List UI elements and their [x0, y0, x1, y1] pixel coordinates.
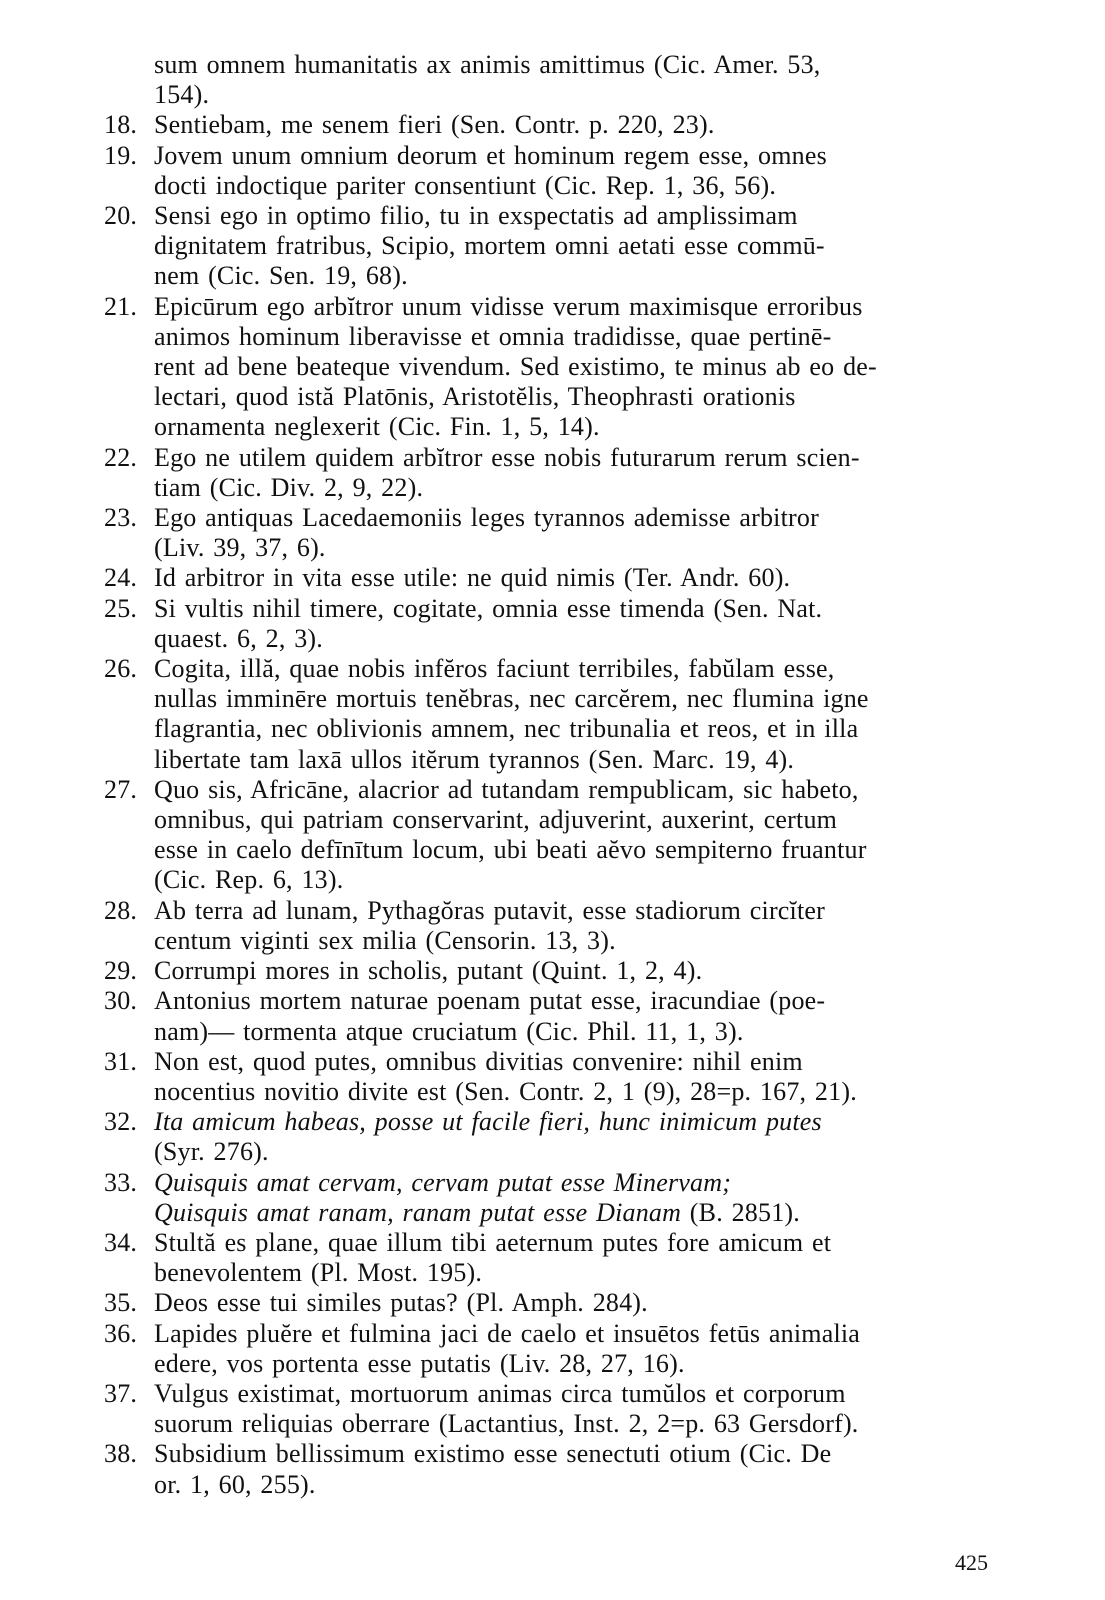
entry-35 [104, 1288, 1004, 1318]
entry-line: libertate tam laxā ullos itĕrum tyrannos (Sen. Marc. 19, 4). [154, 744, 795, 774]
verse-text: Quisquis amat ranam, ranam putat esse Dianam [154, 1197, 682, 1227]
entry-line: Ita amicum habeas, posse ut facile fieri, hunc inimicum putes [154, 1107, 822, 1137]
entry-line: suorum reliquias oberrare (Lactantius, Inst. 2, 2=p. 63 Gersdorf). [154, 1409, 859, 1439]
entry-line: nem (Cic. Sen. 19, 68). [154, 261, 408, 291]
entry-line: Jovem unum omnium deorum et hominum regem esse, omnes [154, 140, 827, 170]
entry-line: Ego ne utilem quidem arbĭtror esse nobis futurarum rerum scien- [154, 442, 860, 472]
entry-number: 37. [104, 1378, 138, 1408]
entry-line: quaest. 6, 2, 3). [154, 623, 323, 653]
entry-number: 19. [104, 140, 138, 170]
entry-line: or. 1, 60, 255). [154, 1469, 316, 1499]
entry-line: esse in caelo defīnītum locum, ubi beati aĕvo sempiterno fruantur [154, 835, 867, 865]
entry-27 [104, 775, 1004, 896]
entry-line: Cogita, illă, quae nobis infĕros faciunt terribiles, fabŭlam esse, [154, 654, 835, 684]
entry-22 [104, 443, 1004, 503]
entry-33 [104, 1168, 1004, 1228]
entry-28 [104, 896, 1004, 956]
entry-line: 154). [154, 80, 210, 110]
entry-number: 31. [104, 1046, 138, 1076]
entry-line: Stultă es plane, quae illum tibi aeternum putes fore amicum et [154, 1227, 832, 1257]
entry-number: 30. [104, 986, 138, 1016]
entry-31 [104, 1047, 1004, 1107]
entry-number: 35. [104, 1288, 138, 1318]
entry-line: Subsidium bellissimum existimo esse senectuti otium (Cic. De [154, 1439, 832, 1469]
page-number: 425 [955, 1550, 988, 1575]
entry-number: 25. [104, 593, 138, 623]
entry-34 [104, 1228, 1004, 1288]
entry-number: 20. [104, 201, 138, 231]
entry-25 [104, 594, 1004, 654]
entry-21 [104, 292, 1004, 443]
entry-24 [104, 563, 1004, 593]
entry-line: animos hominum liberavisse et omnia tradidisse, quae pertinē- [154, 321, 832, 351]
entry-line: nullas imminēre mortuis tenĕbras, nec carcĕrem, nec flumina igne [154, 684, 869, 714]
entry-line: centum viginti sex milia (Censorin. 13, 3). [154, 925, 616, 955]
entry-number: 21. [104, 291, 138, 321]
verse-citation: (B. 2851). [681, 1197, 800, 1227]
entry-line: nocentius novitio divite est (Sen. Contr. 2, 1 (9), 28=p. 167, 21). [154, 1076, 857, 1106]
entry-line: tiam (Cic. Div. 2, 9, 22). [154, 472, 424, 502]
entry-32 [104, 1107, 1004, 1167]
entry-line: Ego antiquas Lacedaemoniis leges tyrannos ademisse arbitror [154, 503, 819, 533]
entry-line: Antonius mortem naturae poenam putat esse, iracundiae (poe- [154, 986, 826, 1016]
entry-line: Quisquis amat cervam, cervam putat esse Minervam; [154, 1167, 732, 1197]
entry-number: 34. [104, 1227, 138, 1257]
entry-line [154, 1198, 1004, 1228]
entry-number: 33. [104, 1167, 138, 1197]
entry-line: Corrumpi mores in scholis, putant (Quint. 1, 2, 4). [154, 956, 703, 986]
entry-number: 26. [104, 654, 138, 684]
entry-number: 27. [104, 774, 138, 804]
entry-line: nam)— tormenta atque cruciatum (Cic. Phil. 11, 1, 3). [154, 1016, 744, 1046]
entry-line: Lapides pluĕre et fulmina jaci de caelo et insuētos fetūs animalia [154, 1318, 861, 1348]
entry-number: 18. [104, 110, 138, 140]
entry-number: 23. [104, 503, 138, 533]
entry-line: Sensi ego in optimo filio, tu in exspectatis ad amplissimam [154, 201, 798, 231]
entry-37 [104, 1379, 1004, 1439]
entry-line: lectari, quod istă Platōnis, Aristotĕlis, Theophrasti orationis [154, 382, 796, 412]
entry-line: Ab terra ad lunam, Pythagŏras putavit, esse stadiorum circĭter [154, 895, 825, 925]
entry-number: 28. [104, 895, 138, 925]
entry-line: Vulgus existimat, mortuorum animas circa tumŭlos et corporum [154, 1378, 846, 1408]
entry-number: 24. [104, 563, 138, 593]
entry-line: Si vultis nihil timere, cogitate, omnia esse timenda (Sen. Nat. [154, 593, 823, 623]
entry-36 [104, 1319, 1004, 1379]
entry-line: Id arbitror in vita esse utile: ne quid nimis (Ter. Andr. 60). [154, 563, 791, 593]
entry-line: Quo sis, Africāne, alacrior ad tutandam rempublicam, sic habeto, [154, 774, 859, 804]
entry-line: Epicūrum ego arbĭtror unum vidisse verum maximisque erroribus [154, 291, 863, 321]
entry-23 [104, 503, 1004, 563]
entry-number: 38. [104, 1439, 138, 1469]
entry-line: Non est, quod putes, omnibus divitias convenire: nihil enim [154, 1046, 803, 1076]
entry-line: (Liv. 39, 37, 6). [154, 533, 326, 563]
entry-line: benevolentem (Pl. Most. 195). [154, 1258, 483, 1288]
entry-line: sum omnem humanitatis ax animis amittimus (Cic. Amer. 53, [154, 50, 821, 79]
entry-line: docti indoctique pariter consentiunt (Cic. Rep. 1, 36, 56). [154, 170, 777, 200]
entry-number: 32. [104, 1107, 138, 1137]
entry-line: edere, vos portenta esse putatis (Liv. 28, 27, 16). [154, 1348, 685, 1378]
entry-20 [104, 201, 1004, 292]
entry-line: (Cic. Rep. 6, 13). [154, 865, 344, 895]
entry-line: Deos esse tui similes putas? (Pl. Amph. 284). [154, 1288, 648, 1318]
entry-number: 22. [104, 442, 138, 472]
entry-30 [104, 986, 1004, 1046]
entry-number: 29. [104, 956, 138, 986]
book-page [104, 50, 1004, 1500]
entry-line: (Syr. 276). [154, 1137, 269, 1167]
entry-38 [104, 1439, 1004, 1499]
entry-line: ornamenta neglexerit (Cic. Fin. 1, 5, 14). [154, 412, 600, 442]
entry-line: dignitatem fratribus, Scipio, mortem omni aetati esse commū- [154, 231, 825, 261]
entry-line: Sentiebam, me senem fieri (Sen. Contr. p. 220, 23). [154, 110, 715, 140]
entry-number: 36. [104, 1318, 138, 1348]
entry-continuation [104, 50, 1004, 110]
entry-line: flagrantia, nec oblivionis amnem, nec tribunalia et reos, et in illa [154, 714, 859, 744]
entry-29 [104, 956, 1004, 986]
entry-19 [104, 141, 1004, 201]
entry-26 [104, 654, 1004, 775]
entry-line: omnibus, qui patriam conservarint, adjuverint, auxerint, certum [154, 805, 838, 835]
entry-line: rent ad bene beateque vivendum. Sed existimo, te minus ab eo de- [154, 352, 877, 382]
entry-18 [104, 110, 1004, 140]
